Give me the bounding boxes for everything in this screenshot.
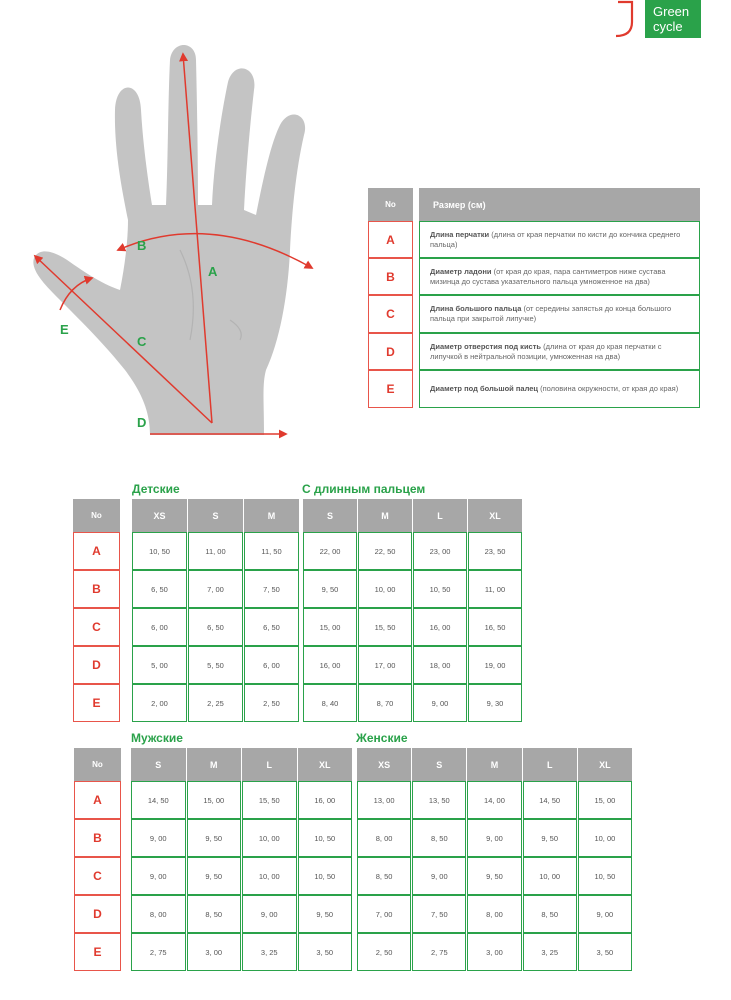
women-size-header: XS [357, 748, 411, 781]
women-value-cell: 3, 00 [467, 933, 521, 971]
legend-id: C [368, 295, 413, 333]
men-value-cell: 3, 25 [242, 933, 297, 971]
legend-desc-term: Диаметр под большой палец [430, 384, 539, 393]
women-size-header: M [467, 748, 521, 781]
long-size-header: XL [468, 499, 522, 532]
kids-value-cell: 6, 00 [244, 646, 299, 684]
legend-id: E [368, 370, 413, 408]
kids-value-cell: 5, 50 [188, 646, 243, 684]
men-row-id: C [74, 857, 121, 895]
women-value-cell: 15, 00 [578, 781, 632, 819]
kids-header-no: No [73, 499, 120, 532]
women-value-cell: 8, 50 [412, 819, 466, 857]
legend-id: A [368, 221, 413, 258]
legend-id: D [368, 333, 413, 370]
men-value-cell: 10, 00 [242, 857, 297, 895]
kids-table-title: Детские [132, 482, 180, 496]
long-value-cell: 23, 50 [468, 532, 522, 570]
legend-header-size: Размер (см) [419, 188, 700, 221]
men-value-cell: 9, 50 [187, 857, 242, 895]
logo-line2: cycle [653, 19, 683, 34]
men-size-header: L [242, 748, 297, 781]
men-value-cell: 10, 50 [298, 819, 353, 857]
women-value-cell: 2, 50 [357, 933, 411, 971]
long-size-header: L [413, 499, 467, 532]
long-value-cell: 9, 30 [468, 684, 522, 722]
women-value-cell: 9, 00 [578, 895, 632, 933]
kids-row-id: E [73, 684, 120, 722]
long-value-cell: 18, 00 [413, 646, 467, 684]
women-size-header: L [523, 748, 577, 781]
men-value-cell: 16, 00 [298, 781, 353, 819]
long-value-cell: 8, 70 [358, 684, 412, 722]
long-size-header: S [303, 499, 357, 532]
men-value-cell: 9, 00 [242, 895, 297, 933]
legend-desc-text: (от середины запястья до конца большого пальца при закрытой липучке) [430, 304, 672, 323]
legend-desc-text: (длина от края перчатки по кисти до кончика среднего пальца) [430, 229, 681, 249]
kids-row-id: B [73, 570, 120, 608]
label-e: E [60, 322, 69, 337]
kids-value-cell: 2, 50 [244, 684, 299, 722]
legend-desc [419, 258, 700, 295]
kids-size-header: M [244, 499, 299, 532]
men-value-cell: 2, 75 [131, 933, 186, 971]
kids-value-cell: 2, 00 [132, 684, 187, 722]
legend-desc-text: (половина окружности, от края до края) [538, 384, 679, 393]
men-table-title: Мужские [131, 731, 183, 745]
long-value-cell: 19, 00 [468, 646, 522, 684]
label-d: D [137, 415, 147, 430]
long-value-cell: 15, 50 [358, 608, 412, 646]
women-value-cell: 9, 50 [467, 857, 521, 895]
long-value-cell: 9, 00 [413, 684, 467, 722]
kids-row-id: A [73, 532, 120, 570]
men-size-header: M [187, 748, 242, 781]
long-table-title: С длинным пальцем [302, 482, 426, 496]
men-value-cell: 15, 50 [242, 781, 297, 819]
legend-desc [419, 370, 700, 408]
kids-value-cell: 11, 50 [244, 532, 299, 570]
kids-value-cell: 7, 50 [244, 570, 299, 608]
women-value-cell: 10, 00 [578, 819, 632, 857]
men-value-cell: 9, 50 [187, 819, 242, 857]
men-value-cell: 8, 00 [131, 895, 186, 933]
long-value-cell: 22, 50 [358, 532, 412, 570]
kids-row-id: C [73, 608, 120, 646]
women-value-cell: 9, 50 [523, 819, 577, 857]
women-value-cell: 14, 00 [467, 781, 521, 819]
long-size-header: M [358, 499, 412, 532]
women-value-cell: 2, 75 [412, 933, 466, 971]
long-value-cell: 16, 00 [303, 646, 357, 684]
men-size-header: XL [298, 748, 353, 781]
women-value-cell: 9, 00 [467, 819, 521, 857]
long-value-cell: 17, 00 [358, 646, 412, 684]
kids-value-cell: 7, 00 [188, 570, 243, 608]
logo-line1: Green [653, 4, 690, 19]
hand-silhouette-icon [33, 45, 305, 435]
men-value-cell: 9, 00 [131, 857, 186, 895]
logo-text [645, 0, 701, 38]
long-value-cell: 16, 00 [413, 608, 467, 646]
long-value-cell: 15, 00 [303, 608, 357, 646]
legend-desc-term: Диаметр ладони [430, 266, 492, 276]
men-size-header: S [131, 748, 186, 781]
women-table-title: Женские [356, 731, 408, 745]
men-value-cell: 15, 00 [187, 781, 242, 819]
men-row-id: D [74, 895, 121, 933]
legend-desc [419, 333, 700, 370]
men-value-cell: 8, 50 [187, 895, 242, 933]
men-value-cell: 3, 00 [187, 933, 242, 971]
women-value-cell: 10, 50 [578, 857, 632, 895]
women-value-cell: 7, 00 [357, 895, 411, 933]
long-value-cell: 10, 50 [413, 570, 467, 608]
women-value-cell: 8, 00 [467, 895, 521, 933]
kids-value-cell: 6, 50 [188, 608, 243, 646]
women-value-cell: 8, 00 [357, 819, 411, 857]
legend-desc-term: Длина большого пальца [430, 304, 522, 313]
kids-value-cell: 6, 00 [132, 608, 187, 646]
long-value-cell: 10, 00 [358, 570, 412, 608]
kids-value-cell: 6, 50 [132, 570, 187, 608]
kids-value-cell: 2, 25 [188, 684, 243, 722]
label-a: A [208, 264, 218, 279]
long-value-cell: 8, 40 [303, 684, 357, 722]
kids-value-cell: 10, 50 [132, 532, 187, 570]
women-value-cell: 13, 00 [357, 781, 411, 819]
label-c: C [137, 334, 147, 349]
legend-desc-term: Длина перчатки [430, 229, 490, 239]
women-size-header: XL [578, 748, 632, 781]
kids-size-header: S [188, 499, 243, 532]
women-value-cell: 14, 50 [523, 781, 577, 819]
women-value-cell: 13, 50 [412, 781, 466, 819]
women-value-cell: 3, 50 [578, 933, 632, 971]
women-value-cell: 8, 50 [523, 895, 577, 933]
legend-desc-term: Диаметр отверстия под кисть [430, 341, 542, 351]
label-b: B [137, 238, 147, 253]
men-value-cell: 10, 50 [298, 857, 353, 895]
men-value-cell: 14, 50 [131, 781, 186, 819]
long-value-cell: 11, 00 [468, 570, 522, 608]
women-value-cell: 3, 25 [523, 933, 577, 971]
men-value-cell: 3, 50 [298, 933, 353, 971]
legend-desc [419, 221, 700, 258]
kids-value-cell: 5, 00 [132, 646, 187, 684]
kids-value-cell: 6, 50 [244, 608, 299, 646]
long-value-cell: 22, 00 [303, 532, 357, 570]
kids-value-cell: 11, 00 [188, 532, 243, 570]
women-size-header: S [412, 748, 466, 781]
men-row-id: B [74, 819, 121, 857]
men-header-no: No [74, 748, 121, 781]
legend-header-no: No [368, 188, 413, 221]
legend-desc-text: (длина от края до края перчатки с липучкой в нейтральной позиции, умноженная на два) [430, 341, 662, 361]
logo-mark-icon [610, 0, 646, 40]
legend-id: B [368, 258, 413, 295]
long-value-cell: 23, 00 [413, 532, 467, 570]
long-value-cell: 9, 50 [303, 570, 357, 608]
women-value-cell: 8, 50 [357, 857, 411, 895]
long-value-cell: 16, 50 [468, 608, 522, 646]
kids-size-header: XS [132, 499, 187, 532]
women-value-cell: 7, 50 [412, 895, 466, 933]
legend-desc [419, 295, 700, 333]
hand-diagram [0, 40, 340, 450]
kids-row-id: D [73, 646, 120, 684]
women-value-cell: 10, 00 [523, 857, 577, 895]
men-row-id: A [74, 781, 121, 819]
women-value-cell: 9, 00 [412, 857, 466, 895]
men-value-cell: 9, 50 [298, 895, 353, 933]
men-value-cell: 9, 00 [131, 819, 186, 857]
legend-desc-text: (от края до края, пара сантиметров ниже сустава мизинца до сустава указательного пальца умноженное на два) [430, 266, 666, 286]
men-row-id: E [74, 933, 121, 971]
men-value-cell: 10, 00 [242, 819, 297, 857]
